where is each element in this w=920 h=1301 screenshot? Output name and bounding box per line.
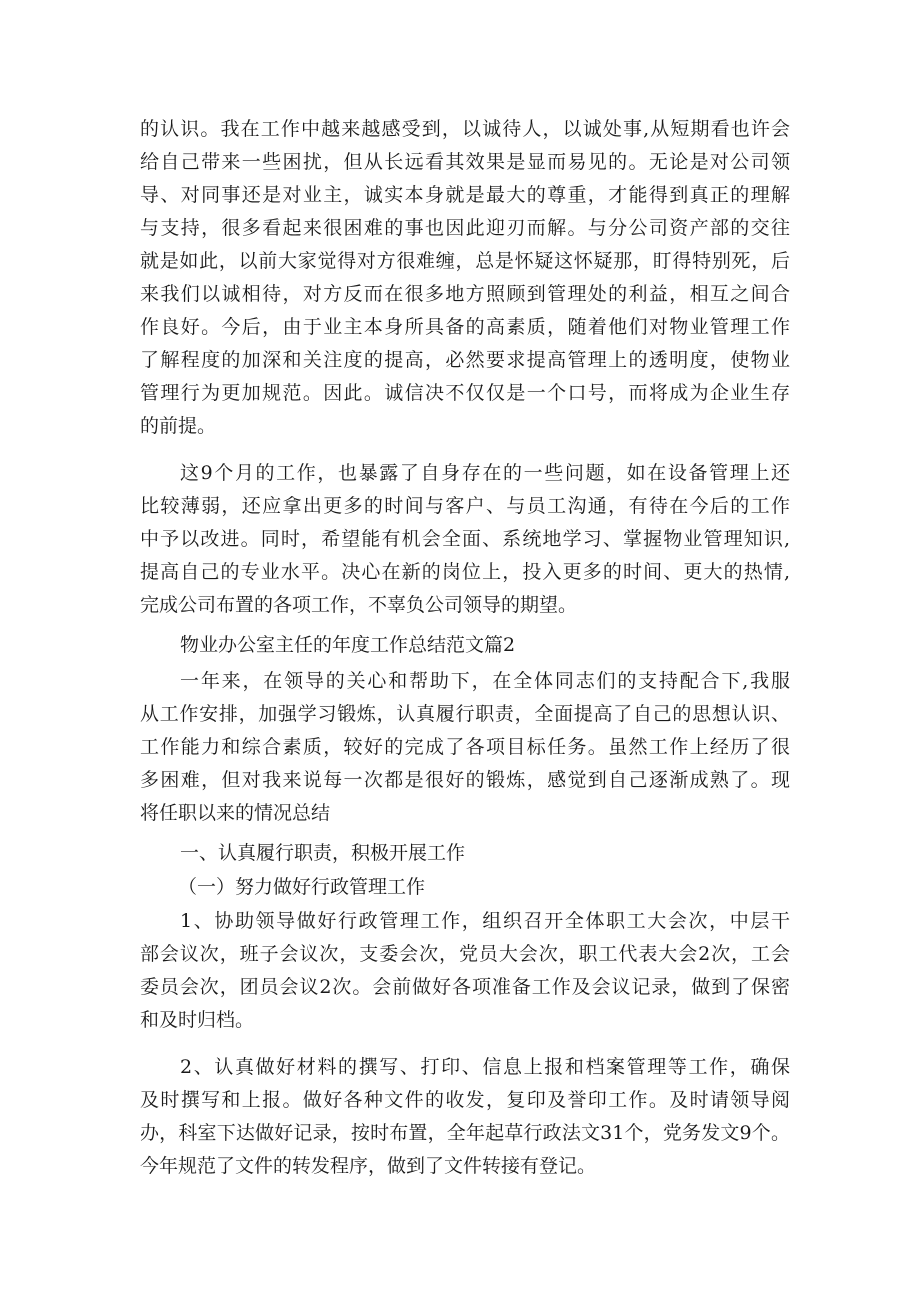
paragraph-line: 中予以改进。同时，希望能有机会全面、系统地学习、掌握物业管理知识, bbox=[140, 528, 790, 550]
paragraph-line: 管理行为更加规范。因此。诚信决不仅仅是一个口号，而将成为企业生存 bbox=[140, 382, 790, 404]
paragraph-line: 及时撰写和上报。做好各种文件的收发，复印及誉印工作。及时请领导阅 bbox=[140, 1089, 790, 1111]
paragraph-line: 委员会次，团员会议2次。会前做好各项准备工作及会议记录，做到了保密 bbox=[140, 976, 790, 998]
paragraph-line: 给自己带来一些困扰，但从长远看其效果是显而易见的。无论是对公司领 bbox=[140, 151, 790, 173]
paragraph-line: 部会议次，班子会议次，支委会次，党员大会次，职工代表大会2次，工会 bbox=[140, 943, 790, 965]
heading-level-2: （一）努力做好行政管理工作 bbox=[178, 876, 426, 898]
paragraph-line: 导、对同事还是对业主，诚实本身就是最大的尊重，才能得到真正的理解 bbox=[140, 184, 790, 206]
paragraph-line: 提高自己的专业水平。决心在新的岗位上，投入更多的时间、更大的热情, bbox=[140, 561, 790, 583]
paragraph-line: 比较薄弱，还应拿出更多的时间与客户、与员工沟通，有待在今后的工作 bbox=[140, 495, 790, 517]
paragraph-line: 就是如此，以前大家觉得对方很难缠，总是怀疑这怀疑那，盯得特别死，后 bbox=[140, 250, 790, 272]
paragraph-line: 将任职以来的情况总结 bbox=[140, 802, 331, 824]
paragraph-line: 多困难，但对我来说每一次都是很好的锻炼，感觉到自己逐渐成熟了。现 bbox=[140, 769, 790, 791]
section-title: 物业办公室主任的年度工作总结范文篇2 bbox=[180, 634, 516, 656]
paragraph-line: 这9个月的工作，也暴露了自身存在的一些问题，如在设备管理上还 bbox=[180, 462, 790, 484]
paragraph-line: 2、认真做好材料的撰写、打印、信息上报和档案管理等工作，确保 bbox=[180, 1056, 790, 1078]
paragraph-line: 工作能力和综合素质，较好的完成了各项目标任务。虽然工作上经历了很 bbox=[140, 736, 790, 758]
paragraph-line: 完成公司布置的各项工作，不辜负公司领导的期望。 bbox=[140, 594, 578, 616]
paragraph-line: 与支持，很多看起来很困难的事也因此迎刃而解。与分公司资产部的交往 bbox=[140, 217, 790, 239]
paragraph-line: 办，科室下达做好记录，按时布置，全年起草行政法文31个，党务发文9个。 bbox=[140, 1122, 790, 1144]
paragraph-line: 1、协助领导做好行政管理工作，组织召开全体职工大会次，中层干 bbox=[180, 910, 790, 932]
heading-level-1: 一、认真履行职责，积极开展工作 bbox=[180, 842, 466, 864]
paragraph-line: 了解程度的加深和关注度的提高，必然要求提高管理上的透明度，使物业 bbox=[140, 349, 790, 371]
paragraph-line: 从工作安排，加强学习锻炼，认真履行职责，全面提高了自己的思想认识、 bbox=[140, 703, 790, 725]
paragraph-line: 作良好。今后，由于业主本身所具备的高素质，随着他们对物业管理工作 bbox=[140, 316, 790, 338]
paragraph-line: 的前提。 bbox=[140, 415, 217, 437]
paragraph-line: 今年规范了文件的转发程序，做到了文件转接有登记。 bbox=[140, 1155, 597, 1177]
paragraph-line: 的认识。我在工作中越来越感受到，以诚待人，以诚处事,从短期看也许会 bbox=[140, 118, 790, 140]
paragraph-line: 一年来，在领导的关心和帮助下，在全体同志们的支持配合下,我服 bbox=[180, 670, 790, 692]
paragraph-line: 来我们以诚相待，对方反而在很多地方照顾到管理处的利益，相互之间合 bbox=[140, 283, 790, 305]
paragraph-line: 和及时归档。 bbox=[140, 1009, 255, 1031]
